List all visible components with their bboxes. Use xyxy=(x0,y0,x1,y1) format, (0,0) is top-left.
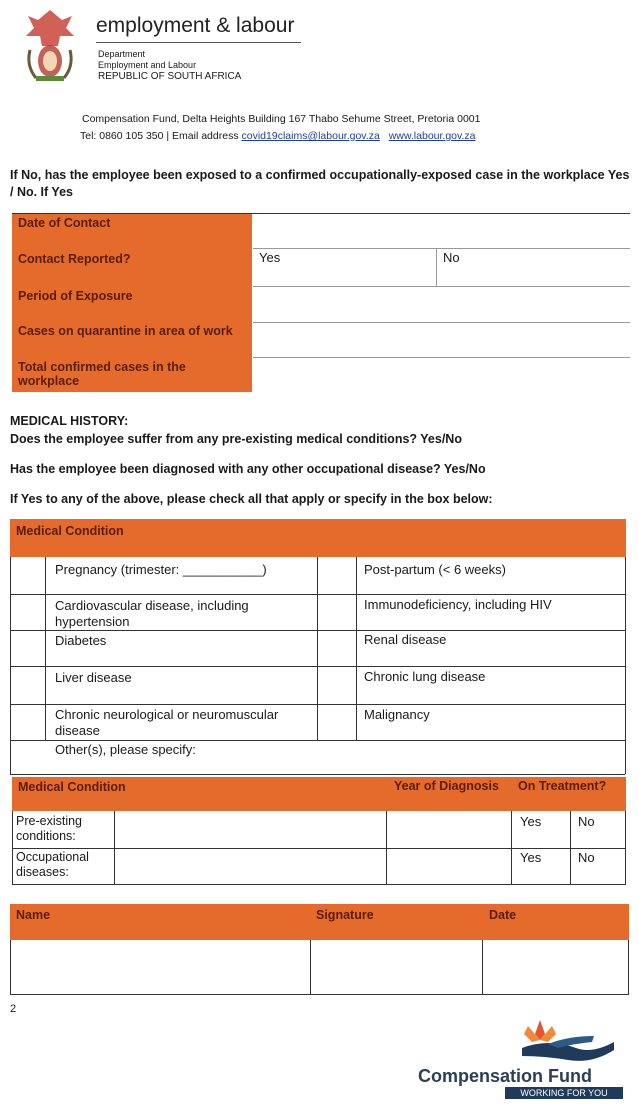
condition-liver: Liver disease xyxy=(55,670,132,685)
occupational-yes[interactable]: Yes xyxy=(520,850,542,865)
checkbox-diabetes[interactable] xyxy=(12,630,44,666)
dept-line-1: Department xyxy=(98,49,146,59)
dept-line-2: Employment and Labour xyxy=(98,60,197,70)
checkbox-neurological[interactable] xyxy=(12,704,44,740)
exposure-label-quarantine: Cases on quarantine in area of work xyxy=(12,322,252,358)
diagnosis-col-treatment: On Treatment? xyxy=(518,779,607,793)
diagnosis-col-condition: Medical Condition xyxy=(18,780,126,794)
date-field[interactable] xyxy=(483,941,628,993)
quarantine-cases-field[interactable] xyxy=(253,322,629,358)
website-link[interactable]: www.labour.gov.za xyxy=(388,130,476,142)
signoff-name-label: Name xyxy=(16,908,51,922)
condition-neurological: Chronic neurological or neuromuscular disease xyxy=(55,707,279,738)
condition-diabetes: Diabetes xyxy=(55,633,107,648)
exposure-label-total: Total confirmed cases in the workplace xyxy=(12,358,252,392)
exposure-label-reported: Contact Reported? xyxy=(12,248,252,286)
footer-tagline: WORKING FOR YOU xyxy=(520,1088,608,1098)
divider xyxy=(10,940,11,994)
email-link[interactable]: covid19claims@labour.gov.za xyxy=(241,130,380,142)
contact-line xyxy=(80,129,476,144)
pre-existing-condition-field[interactable] xyxy=(115,812,385,848)
contact-reported-no[interactable]: No xyxy=(443,250,460,265)
brand-title: employment & labour xyxy=(96,14,295,37)
exposure-question: If No, has the employee been exposed to a confirmed occupationally-exposed case in the workplace Yes / No. If Yes xyxy=(10,168,630,199)
checkbox-liver[interactable] xyxy=(12,666,44,704)
contact-reported-yes[interactable]: Yes xyxy=(259,250,281,265)
pre-existing-year-field[interactable] xyxy=(387,812,511,848)
condition-renal: Renal disease xyxy=(364,632,447,647)
period-of-exposure-field[interactable] xyxy=(253,286,629,322)
checkbox-pregnancy[interactable] xyxy=(12,558,44,594)
divider xyxy=(253,322,630,323)
check-instruction: If Yes to any of the above, please check all that apply or specify in the box below: xyxy=(10,492,493,506)
checkbox-cardiovascular[interactable] xyxy=(12,594,44,630)
condition-lung: Chronic lung disease xyxy=(364,669,486,684)
contact-prefix: Tel: 0860 105 350 | Email address xyxy=(80,130,239,142)
divider xyxy=(317,557,318,740)
checkbox-lung[interactable] xyxy=(318,666,356,704)
total-cases-field[interactable] xyxy=(253,358,629,392)
divider xyxy=(436,248,437,286)
divider xyxy=(253,286,630,287)
condition-immunodeficiency: Immunodeficiency, including HIV xyxy=(364,597,552,612)
date-of-contact-field[interactable] xyxy=(253,214,629,248)
divider xyxy=(10,704,625,705)
condition-post-partum: Post-partum (< 6 weeks) xyxy=(364,562,506,577)
signoff-signature-label: Signature xyxy=(316,908,374,922)
exposure-label-date: Date of Contact xyxy=(12,214,252,248)
pre-existing-question: Does the employee suffer from any pre-existing medical conditions? Yes/No xyxy=(10,432,462,446)
condition-cardiovascular: Cardiovascular disease, including hypertension xyxy=(55,598,249,629)
divider xyxy=(482,940,483,994)
divider xyxy=(45,557,46,740)
diagnosis-col-year: Year of Diagnosis xyxy=(394,779,499,793)
divider xyxy=(10,630,625,631)
occupational-condition-field[interactable] xyxy=(115,848,385,884)
divider xyxy=(625,557,626,774)
condition-malignancy: Malignancy xyxy=(364,707,430,722)
brand-underline xyxy=(96,42,301,43)
other-conditions-field[interactable] xyxy=(222,740,622,774)
divider xyxy=(10,594,625,595)
checkbox-post-partum[interactable] xyxy=(318,558,356,594)
condition-other: Other(s), please specify: xyxy=(55,742,196,757)
divider xyxy=(628,940,629,994)
signature-field[interactable] xyxy=(311,941,481,993)
occupational-no[interactable]: No xyxy=(578,850,595,865)
divider xyxy=(10,994,629,995)
occupational-year-field[interactable] xyxy=(387,848,511,884)
signoff-date-label: Date xyxy=(489,908,517,922)
pre-existing-yes[interactable]: Yes xyxy=(520,814,542,829)
divider xyxy=(253,248,630,249)
address-line: Compensation Fund, Delta Heights Building 167 Thabo Sehume Street, Pretoria 0001 xyxy=(82,113,481,125)
divider xyxy=(310,940,311,994)
checkbox-immunodeficiency[interactable] xyxy=(318,594,356,630)
diagnosis-occupational-label: Occupational diseases: xyxy=(16,850,89,879)
name-field[interactable] xyxy=(11,941,309,993)
exposure-label-period: Period of Exposure xyxy=(12,286,252,322)
divider xyxy=(10,774,625,775)
lotus-hands-logo xyxy=(518,1014,618,1068)
dept-line-3: REPUBLIC OF SOUTH AFRICA xyxy=(98,71,242,82)
divider xyxy=(12,848,626,849)
divider xyxy=(253,357,630,358)
diagnosis-pre-existing-label: Pre-existing conditions: xyxy=(16,814,82,843)
divider xyxy=(10,740,625,741)
divider xyxy=(12,884,626,885)
medical-history-heading: MEDICAL HISTORY: xyxy=(10,414,129,428)
coat-of-arms-logo xyxy=(20,6,80,84)
divider xyxy=(12,213,630,214)
conditions-header: Medical Condition xyxy=(10,519,626,557)
checkbox-malignancy[interactable] xyxy=(318,704,356,740)
condition-pregnancy: Pregnancy (trimester: ___________) xyxy=(55,562,267,577)
pre-existing-no[interactable]: No xyxy=(578,814,595,829)
occupational-question: Has the employee been diagnosed with any other occupational disease? Yes/No xyxy=(10,462,486,476)
divider xyxy=(10,666,625,667)
page-number: 2 xyxy=(10,1003,17,1015)
footer-brand: Compensation Fund xyxy=(418,1066,592,1086)
divider xyxy=(356,557,357,740)
checkbox-renal[interactable] xyxy=(318,630,356,666)
